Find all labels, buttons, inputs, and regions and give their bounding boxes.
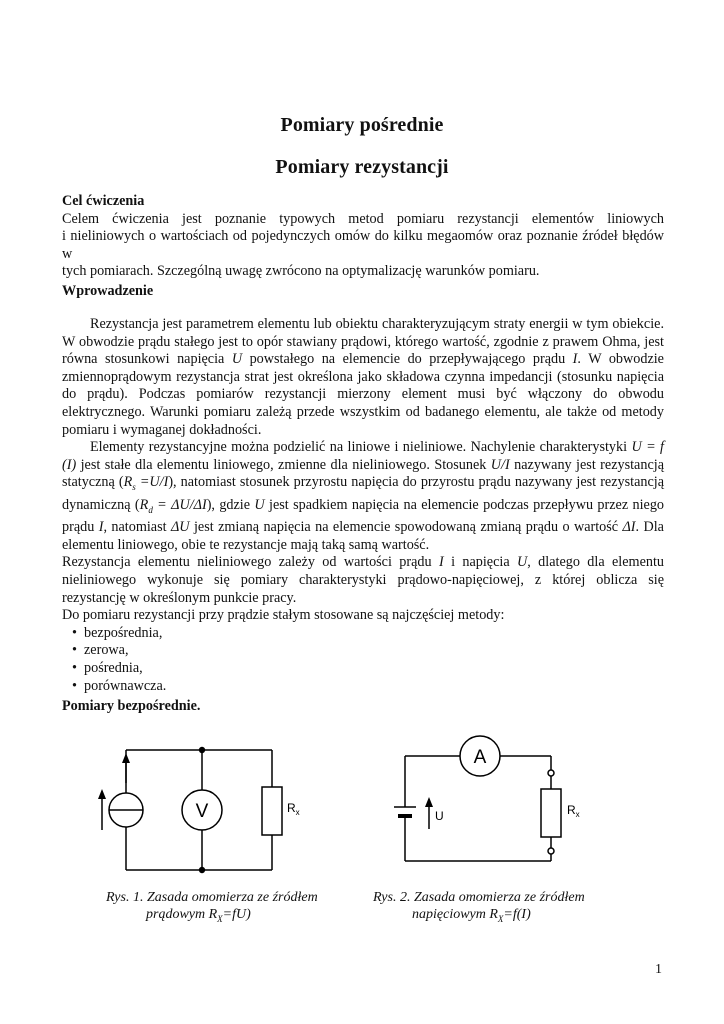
list-item: • zerowa,: [62, 642, 664, 660]
intro-paragraph-2: Elementy rezystancyjne można podzielić na liniowe i nieliniowe. Nachylenie charakterystyki U = f (I) jest stałe dla elementu liniowego, zmienne dla nieliniowego. Stosunek U/I nazywany jest rezystancją statyczną $(R_s =U/I)$, natomiast stosunek przyrostu napięcia do przyrostu prądu nazywany jest rezystancją dynamiczną $(R_d = \Delta U/\Delta I)$, gdzie U jest spadkiem napięcia na elemencie podczas przepływu przez niego prądu I, natomiast ΔU jest zmianą napięcia na elemencie spowodowaną zmianą prądu o wartość ΔI. Dla elementu liniowego, obie te rezystancje mają taką samą wartość.: [62, 439, 665, 553]
goal-section: [62, 193, 664, 281]
intro-heading-wrap: [62, 283, 664, 301]
page-number: 1: [655, 962, 662, 977]
goal-line-1: Celem ćwiczenia jest poznanie typowych metod pomiaru rezystancji elementów liniowych: [62, 210, 664, 227]
intro-section: [62, 316, 664, 695]
figure-1-circuit: [90, 735, 300, 885]
current-arrow-icon: [98, 789, 106, 799]
ammeter-label: A: [473, 747, 487, 768]
rx-label: $R_x$: [567, 803, 580, 819]
voltmeter-label: V: [195, 801, 209, 822]
rx-label: $R_x$: [287, 801, 300, 817]
resistor-rx-symbol: [262, 787, 282, 835]
intro-heading: Wprowadzenie: [62, 283, 154, 299]
goal-heading: Cel ćwiczenia: [62, 193, 145, 209]
figure-2-circuit: [388, 725, 578, 885]
page-subtitle: Pomiary rezystancji: [275, 156, 449, 178]
goal-line-3: tych pomiarach. Szczególną uwagę zwrócono na optymalizację warunków pomiaru.: [62, 263, 540, 280]
source-arrow-icon: [122, 753, 130, 763]
voltage-arrow-icon: [425, 797, 433, 807]
list-item: • bezpośrednia,: [62, 625, 664, 643]
list-item: • porównawcza.: [62, 678, 664, 696]
terminal-bottom: [548, 848, 554, 854]
u-label: U: [435, 809, 444, 823]
intro-paragraph-3: Rezystancja elementu nieliniowego zależy od wartości prądu I i napięcia U, dlatego dla elementu nieliniowego wykonuje się pomiary charakterystyki prądowo-napięciowej, z której oblicza się rezystancję w określonym punkcie pracy.: [62, 554, 665, 606]
page-title: Pomiary pośrednie: [280, 114, 444, 136]
intro-paragraph-1: Rezystancja jest parametrem elementu lub obiektu charakteryzującym straty energii w tym obiekcie. W obwodzie prądu stałego jest to opór stawiany prądowi, którego wartość, zgodnie z prawem Ohma, jest równa stosunkowi napięcia U powstałego na elemencie do przepływającego prądu I. W obwodzie zmiennoprądowym rezystancja strat jest określona jako składowa czynna impedancji (stosunku napięcia do prądu). Podczas pomiarów rezystancji mierzony element musi być włączony do obwodu elektrycznego. Warunki pomiaru zależą przede wszystkim od badanego elementu, ale także od metody pomiaru i wymaganej dokładności.: [62, 316, 664, 438]
figure-1-caption: Rys. 1. Zasada omomierza ze źródłem prądowym $R_X=fU$): [106, 890, 318, 924]
intro-paragraph-4: Do pomiaru rezystancji przy prądzie stałym stosowane są najczęściej metody:: [62, 607, 505, 624]
goal-line-2: i nieliniowych o wartościach od pojedynczych omów do kilku megaomów oraz poznanie źródeł błędów w: [62, 228, 664, 262]
figure-2-caption: Rys. 2. Zasada omomierza ze źródłem napięciowym $R_X=f(I)$: [373, 890, 585, 924]
direct-heading-wrap: [62, 698, 664, 716]
direct-heading: Pomiary bezpośrednie.: [62, 698, 201, 714]
terminal-top: [548, 770, 554, 776]
methods-list: [62, 625, 664, 695]
list-item: • pośrednia,: [62, 660, 664, 678]
resistor-rx-symbol: [541, 789, 561, 837]
